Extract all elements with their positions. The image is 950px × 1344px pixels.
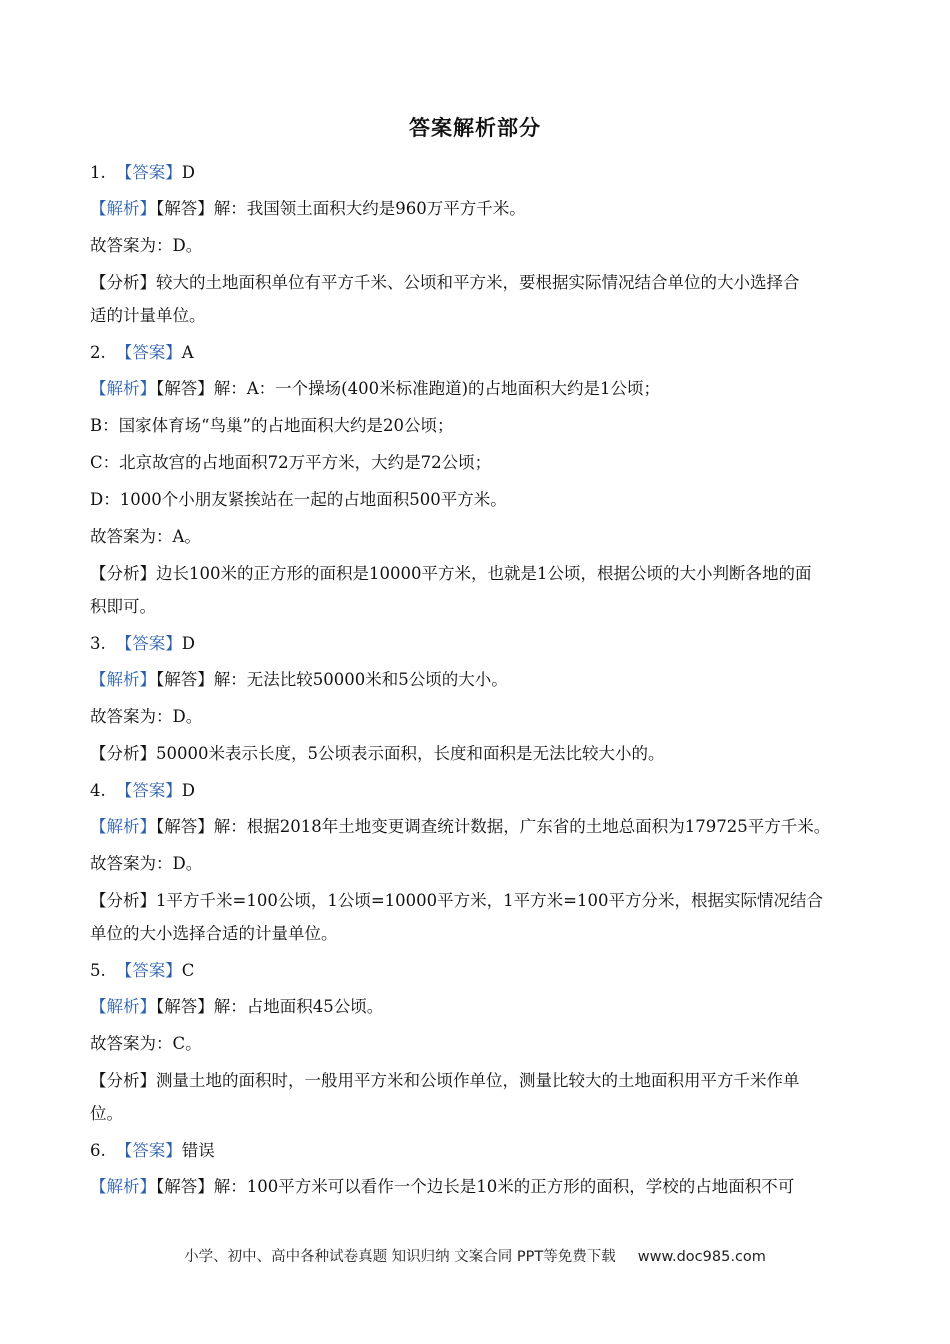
answer-value: D [181,781,195,800]
option-d-line: D：1000个小朋友紧挨站在一起的占地面积500平方米。 [90,490,507,509]
fenxi-text: 50000米表示长度，5公顷表示面积，长度和面积是无法比较大小的。 [156,744,665,763]
answer-label: 【答案】 [115,781,182,800]
analysis-line-3 [90,667,880,704]
answer-line-1 [90,160,880,196]
analysis-label: 【解析】 [90,817,156,836]
analysis-line-4 [90,814,880,851]
answer-line-5 [90,958,880,994]
answer-line-2 [90,340,880,376]
fenxi-line-3 [90,741,880,778]
item-number: 3. [90,634,106,653]
page-title: 答案解析部分 [409,116,541,140]
fenxi-line-1 [90,270,880,303]
answer-label: 【答案】 [115,1141,182,1160]
item-number: 6. [90,1141,106,1160]
analysis-line-5 [90,994,880,1031]
fenxi-label: 【分析】 [90,744,156,763]
conclusion-line-5: 故答案为：C。 [90,1034,202,1053]
item-number: 2. [90,343,106,362]
answer-label: 【答案】 [115,634,182,653]
fenxi-text: 边长100米的正方形的面积是10000平方米，也就是1公顷，根据公顷的大小判断各地的面 [156,564,812,583]
answer-value: D [181,163,195,182]
analysis-label: 【解析】 [90,1177,156,1196]
solution-text: 解：100平方米可以看作一个边长是10米的正方形的面积，学校的占地面积不可 [213,1177,795,1196]
answer-value: A [181,343,194,362]
analysis-label: 【解析】 [90,670,156,689]
footer-text: 小学、初中、高中各种试卷真题 知识归纳 文案合同 PPT等免费下载 [184,1249,616,1265]
solution-label: 【解答】 [156,670,214,689]
fenxi-text: 测量土地的面积时，一般用平方米和公顷作单位，测量比较大的土地面积用平方千米作单 [156,1071,800,1090]
answer-label: 【答案】 [115,163,182,182]
solution-label: 【解答】 [156,997,214,1016]
conclusion-line-4: 故答案为：D。 [90,854,203,873]
fenxi-line-4 [90,888,880,921]
fenxi-continuation-1: 适的计量单位。 [90,306,206,325]
analysis-line-6 [90,1174,880,1211]
answer-label: 【答案】 [115,961,182,980]
solution-label: 【解答】 [156,817,214,836]
solution-text: 解：占地面积45公顷。 [213,997,384,1016]
answer-line-3 [90,631,880,667]
fenxi-label: 【分析】 [90,273,156,292]
conclusion-line-3: 故答案为：D。 [90,707,203,726]
conclusion-line-2: 故答案为：A。 [90,527,201,546]
solution-label: 【解答】 [156,1177,214,1196]
analysis-line-2 [90,376,880,413]
fenxi-continuation-5: 位。 [90,1104,123,1123]
analysis-label: 【解析】 [90,199,156,218]
fenxi-label: 【分析】 [90,1071,156,1090]
item-number: 5. [90,961,106,980]
item-number: 4. [90,781,106,800]
answer-value: C [181,961,195,980]
conclusion-line-1: 故答案为：D。 [90,236,203,255]
analysis-label: 【解析】 [90,997,156,1016]
item-number: 1. [90,163,106,182]
answer-value: 错误 [181,1141,215,1160]
solution-text: 解：根据2018年土地变更调查统计数据，广东省的土地总面积为179725平方千米。 [213,817,831,836]
fenxi-continuation-2: 积即可。 [90,597,156,616]
solution-text: 解：无法比较50000米和5公顷的大小。 [213,670,508,689]
page-footer [0,1245,950,1266]
answer-label: 【答案】 [115,343,182,362]
fenxi-label: 【分析】 [90,891,156,910]
option-c-line: C：北京故宫的占地面积72万平方米，大约是72公顷； [90,453,492,472]
answer-line-4 [90,778,880,814]
fenxi-continuation-4: 单位的大小选择合适的计量单位。 [90,924,338,943]
solution-label: 【解答】 [156,379,214,398]
answer-list [90,160,880,1211]
fenxi-line-2 [90,561,880,594]
analysis-line-1 [90,196,880,233]
fenxi-text: 1平方千米=100公顷，1公顷=10000平方米，1平方米=100平方分米，根据实际情况结合 [156,891,823,910]
option-b-line: B：国家体育场“鸟巢”的占地面积大约是20公顷； [90,416,454,435]
fenxi-line-5 [90,1068,880,1101]
analysis-label: 【解析】 [90,379,156,398]
fenxi-text: 较大的土地面积单位有平方千米、公顷和平方米，要根据实际情况结合单位的大小选择合 [156,273,800,292]
solution-text: 解：A：一个操场(400米标准跑道)的占地面积大约是1公顷； [213,379,661,398]
solution-text: 解：我国领土面积大约是960万平方千米。 [213,199,526,218]
footer-site-link[interactable]: www.doc985.com [637,1249,766,1265]
answer-line-6 [90,1138,880,1174]
answer-value: D [181,634,195,653]
fenxi-label: 【分析】 [90,564,156,583]
solution-label: 【解答】 [156,199,214,218]
